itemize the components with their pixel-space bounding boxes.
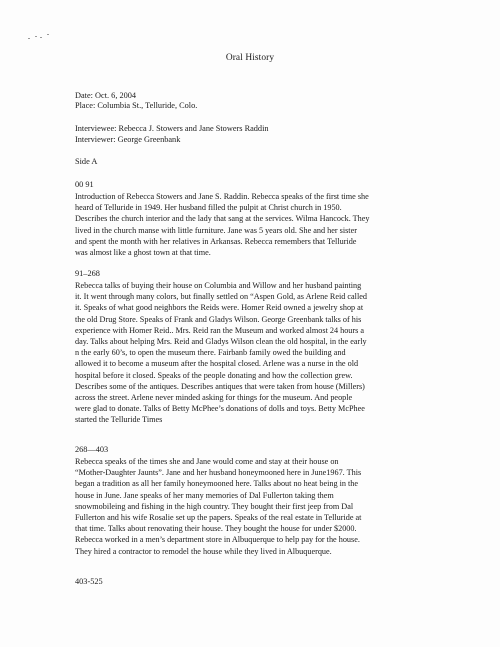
summary-line: it. Speaks of what good neighbors the Reids were. Homer Reid owned a jewelry shop at: [75, 303, 364, 313]
interviewer-line: Interviewer: George Greenbank: [75, 135, 181, 144]
summary-line: snowmobileing and fishing in the high country. They bought their first jeep from Dal: [75, 501, 354, 511]
summary-line: across the street. Arlene never minded asking for things for the museum. And people: [75, 393, 353, 403]
summary-line: heard of Telluride in 1949. Her husband filled the pulpit at Christ church in 1950.: [75, 203, 342, 213]
section-range-2: 91–268: [75, 269, 100, 278]
place-line: Place: Columbia St., Telluride, Colo.: [75, 101, 198, 110]
summary-line: Describes some of the antiques. Describes antiques that were taken from house (Millers): [75, 381, 365, 391]
summary-line: Introduction of Rebecca Stowers and Jane S. Raddin. Rebecca speaks of the first time she: [75, 192, 369, 201]
summary-line: house in June. Jane speaks of her many memories of Dal Fullerton taking them: [75, 490, 334, 500]
summary-line: it. It went through many colors, but finally settled on “Aspen Gold, as Arlene Reid called: [75, 292, 367, 302]
summary-line: Rebecca speaks of the times she and Jane would come and stay at their house on: [75, 457, 339, 466]
summary-line: Describes the church interior and the lady that sang at the services. Wilma Hancock. They: [75, 214, 370, 224]
summary-line: Fullerton and his wife Rosalie set up the papers. Speaks of the real estate in Telluride at: [75, 513, 362, 523]
summary-line: the old Drug Store. Speaks of Frank and Gladys Wilson. George Greenbank talks of his: [75, 314, 362, 324]
section-range-4: 403-525: [75, 577, 103, 586]
summary-line: Rebecca talks of buying their house on Columbia and Willow and her husband painting: [75, 281, 362, 290]
section-summary-2: [75, 280, 437, 426]
summary-line: “Mother-Daughter Jaunts”. Jane and her husband honeymooned here in June1967. This: [75, 468, 362, 478]
summary-line: lived in the church manse with little furniture. Jane was 5 years old. She and her sister: [75, 225, 357, 235]
summary-line: hospital before it closed. Speaks of the people donating and how the collection grew.: [75, 370, 353, 380]
scan-speck-mark: [28, 34, 54, 40]
summary-line: Rebecca worked in a men’s department store in Albuquerque to help pay for the house.: [75, 535, 360, 545]
summary-line: began a tradition as all her family honeymooned here. Talks about no heat being in the: [75, 479, 359, 489]
section-summary-3: [75, 456, 437, 557]
summary-line: that time. Talks about renovating their house. They bought the house for under $2000.: [75, 524, 357, 534]
summary-line: started the Telluride Times: [75, 415, 163, 425]
summary-line: and spent the month with her relatives in Arkansas. Rebecca remembers that Telluride: [75, 236, 357, 246]
side-label: Side A: [75, 157, 98, 166]
date-line: Date: Oct. 6, 2004: [75, 91, 137, 100]
section-range-3: 268—403: [75, 445, 109, 454]
section-summary-1: [75, 191, 437, 258]
summary-line: They hired a contractor to remodel the house while they lived in Albuquerque.: [75, 546, 332, 556]
interviewee-line: Interviewee: Rebecca J. Stowers and Jane Stowers Raddin: [75, 124, 269, 133]
summary-line: were glad to donate. Talks of Betty McPhee’s donations of dolls and toys. Betty McPhee: [75, 404, 365, 414]
summary-line: experience with Homer Reid.. Mrs. Reid ran the Museum and worked almost 24 hours a: [75, 325, 364, 335]
section-range-1: 00 91: [75, 180, 94, 189]
summary-line: was almost like a ghost town at that time.: [75, 248, 211, 258]
summary-line: day. Talks about helping Mrs. Reid and Gladys Wilson clean the old hospital, in the early: [75, 337, 367, 347]
summary-line: allowed it to become a museum after the hospital closed. Arlene was a nurse in the old: [75, 359, 359, 369]
summary-line: n the early 60’s, to open the museum there. Fairbanb family owed the building and: [75, 348, 346, 358]
document-title: Oral History: [225, 53, 275, 63]
